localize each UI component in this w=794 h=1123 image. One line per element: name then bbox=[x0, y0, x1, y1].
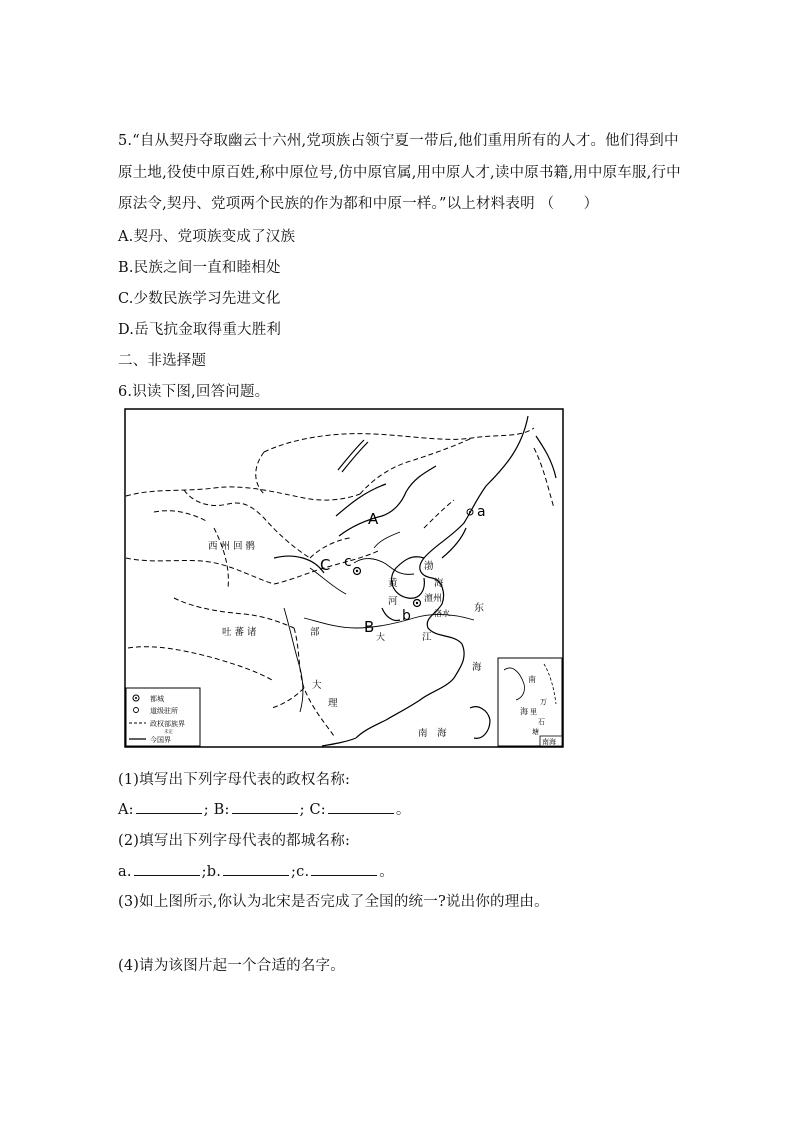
label-dali-1: 大 bbox=[312, 680, 322, 691]
capital-blank-a[interactable] bbox=[134, 863, 200, 876]
q5-option-b: B.民族之间一直和睦相处 bbox=[118, 260, 281, 276]
region-bu: 部 bbox=[310, 627, 320, 638]
inset-label-nan: 南 bbox=[528, 675, 536, 684]
inset-label-hai: 海 bbox=[520, 707, 528, 716]
legend-boundary: 政权部族界 bbox=[150, 720, 185, 728]
label-a: a bbox=[477, 504, 486, 520]
inset-label-li: 里 bbox=[530, 708, 537, 716]
q5-line-1: 5.“自从契丹夺取幽云十六州,党项族占领宁夏一带后,他们重用所有的人才。他们得到中 bbox=[118, 133, 679, 149]
label-huanghe-1: 黄 bbox=[388, 578, 398, 589]
q6-sub3: (3)如上图所示,你认为北宋是否完成了全国的统一?说出你的理由。 bbox=[118, 894, 549, 910]
legend-modern: 今国界 bbox=[150, 736, 171, 744]
legend-capital: 都城 bbox=[150, 695, 164, 703]
region-xizhou-huigu: 西 州 回 鹘 bbox=[208, 541, 256, 552]
q6-sub2-blanks bbox=[118, 860, 394, 881]
q5-option-c: C.少数民族学习先进文化 bbox=[118, 291, 281, 307]
label-luoshui: 洛水 bbox=[434, 609, 450, 618]
inset-label-tang: 塘 bbox=[532, 728, 539, 736]
q5-option-a: A.契丹、党项族变成了汉族 bbox=[118, 229, 296, 245]
label-dong: 东 bbox=[474, 603, 484, 614]
label-jiang: 江 bbox=[422, 632, 432, 643]
cap-a-prefix: a. bbox=[118, 864, 132, 880]
q6-sub1-blanks bbox=[118, 798, 411, 819]
label-chanzhou: 澶州 bbox=[424, 594, 443, 604]
cap-c-prefix: ;c. bbox=[291, 864, 310, 880]
label-b: b bbox=[402, 608, 411, 624]
label-dali-2: 理 bbox=[328, 698, 338, 709]
capital-blank-b[interactable] bbox=[223, 863, 289, 876]
label-c: c bbox=[344, 554, 352, 570]
q5-line-2: 原土地,役使中原百姓,称中原位号,仿中原官属,用中原人才,读中原书籍,用中原车服,行中 bbox=[118, 165, 681, 181]
legend-note: 未定 bbox=[164, 730, 173, 735]
label-huanghe-2: 河 bbox=[388, 596, 398, 607]
label-A: A bbox=[368, 510, 379, 528]
region-tubo: 吐 蕃 诸 bbox=[222, 627, 257, 638]
label-nanhai: 南 海 bbox=[418, 728, 447, 739]
map-legend bbox=[126, 688, 200, 746]
answer-blank-a[interactable] bbox=[136, 801, 202, 814]
label-a-prefix: A: bbox=[118, 802, 134, 818]
q6-stem: 6.识读下图,回答问题。 bbox=[118, 384, 270, 400]
label-b-prefix: ; B: bbox=[203, 802, 230, 818]
sub2-end: 。 bbox=[379, 864, 394, 880]
capital-blank-c[interactable] bbox=[311, 863, 377, 876]
answer-blank-b[interactable] bbox=[232, 801, 298, 814]
label-da: 大 bbox=[376, 633, 386, 643]
label-c-prefix: ; C: bbox=[299, 802, 326, 818]
label-bohai-2: 海 bbox=[434, 578, 444, 589]
legend-circuit: 道级驻所 bbox=[150, 707, 178, 715]
inset-caption: 南海 bbox=[542, 738, 556, 746]
label-bohai-1: 渤 bbox=[424, 561, 434, 572]
q6-sub4: (4)请为该图片起一个合适的名字。 bbox=[118, 958, 345, 974]
label-C: C bbox=[320, 556, 331, 574]
section-heading: 二、非选择题 bbox=[118, 353, 207, 369]
label-B: B bbox=[364, 618, 375, 636]
answer-blank-c[interactable] bbox=[328, 801, 394, 814]
song-liao-xia-map bbox=[124, 408, 564, 748]
inset-label-shi: 石 bbox=[538, 718, 545, 726]
q6-sub2: (2)填写出下列字母代表的都城名称: bbox=[118, 833, 351, 849]
q6-sub1: (1)填写出下列字母代表的政权名称: bbox=[118, 772, 351, 788]
south-sea-inset bbox=[498, 658, 562, 746]
q5-line-3: 原法令,契丹、党项两个民族的作为都和中原一样。”以上材料表明 （ ） bbox=[118, 196, 599, 212]
sub1-end: 。 bbox=[395, 802, 411, 818]
cap-b-prefix: ;b. bbox=[201, 864, 222, 880]
q5-option-d: D.岳飞抗金取得重大胜利 bbox=[118, 322, 282, 338]
label-hai: 海 bbox=[472, 662, 482, 673]
inset-label-wan: 万 bbox=[540, 698, 547, 706]
